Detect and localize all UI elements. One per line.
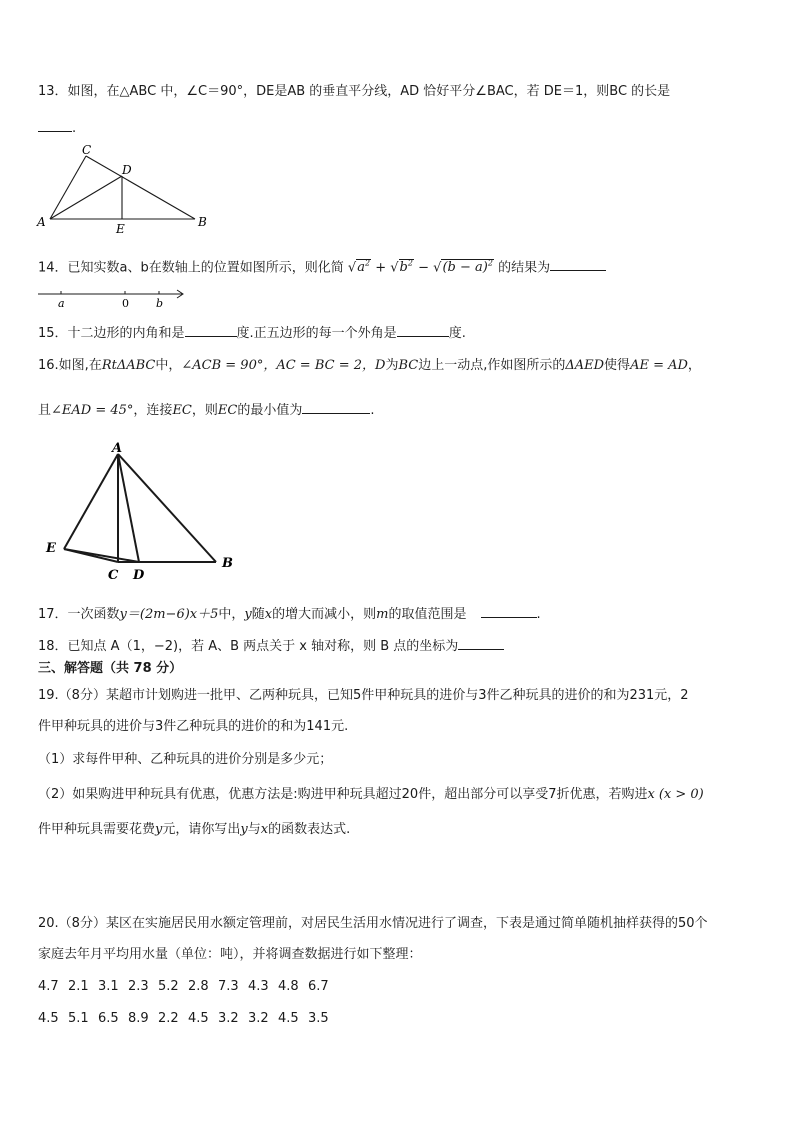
q16-p1c: 中， — [155, 358, 182, 373]
q16-p2g: 的最小值为 — [237, 403, 303, 418]
q16-text-line-2 — [38, 399, 374, 420]
q19-y2: y — [240, 822, 248, 837]
q19-line-4 — [38, 786, 704, 804]
q17-x: x — [264, 607, 273, 622]
q19-sub-2: （2）如果购进甲种玩具有优惠，优惠方法是:购进甲种玩具超过20件，超出部分可以享受7折优惠，若购进 — [38, 787, 648, 802]
q16-ae-ad: AE = AD — [630, 358, 688, 373]
q16-rt-triangle: RtΔABC — [101, 358, 156, 373]
q16-label-d: D — [133, 568, 145, 583]
q20-data-value: 8.9 — [128, 1011, 149, 1026]
q17-p4: 的增大而减小，则 — [272, 607, 377, 622]
q19-line-2 — [38, 718, 348, 736]
q20-data-value: 4.5 — [278, 1011, 299, 1026]
q20-data-value: 2.3 — [128, 979, 149, 994]
q20-data-value: 4.8 — [278, 979, 299, 994]
q13-label-c: C — [82, 143, 92, 157]
q17-y: y — [244, 607, 252, 622]
q20-data-row-1 — [38, 978, 338, 996]
section-title — [38, 660, 182, 678]
q19-line-5 — [38, 821, 350, 839]
q19-text-5d: 的函数表达式. — [268, 822, 351, 837]
q14-prefix: 14．已知实数a、b在数轴上的位置如图所示，则化简 — [38, 260, 344, 276]
q14-axis-a: a — [58, 297, 65, 310]
q20-data-value: 7.3 — [218, 979, 239, 994]
q14-axis-b: b — [156, 297, 164, 310]
q18-text-line — [38, 635, 504, 656]
q14-text-line — [38, 255, 606, 277]
q17-p3: 随 — [251, 607, 265, 622]
q14-sqrt-b2: $√b^2$ — [390, 259, 413, 276]
q20-data-value: 5.2 — [158, 979, 179, 994]
q13-answer-line — [38, 117, 76, 138]
q13-label-b: B — [198, 215, 207, 229]
q13-tail: . — [72, 121, 77, 136]
q19-line-1 — [38, 687, 689, 705]
q20-data-value: 2.1 — [68, 979, 89, 994]
q20-text-2: 家庭去年月平均用水量（单位：吨），并将调查数据进行如下整理： — [38, 947, 422, 962]
q17-p5: 的取值范围是 — [388, 607, 467, 622]
q20-line-1 — [38, 915, 708, 933]
q16-bc: BC — [398, 358, 419, 373]
q19-text-5c: 与 — [247, 822, 261, 837]
q20-data-value: 5.1 — [68, 1011, 89, 1026]
q14-number-line — [34, 286, 194, 310]
q13-label-a: A — [37, 215, 46, 229]
q16-p1k: ， — [687, 358, 701, 373]
q13-triangle-diagram — [30, 140, 220, 236]
q16-answer-blank[interactable] — [302, 399, 370, 414]
q14-answer-blank[interactable] — [550, 256, 606, 271]
q20-data-value: 2.8 — [188, 979, 209, 994]
q17-tail: . — [536, 607, 541, 622]
q14-suffix: 的结果为 — [498, 260, 551, 276]
q20-data-value: 2.2 — [158, 1011, 179, 1026]
q20-data-value: 3.1 — [98, 979, 119, 994]
q16-p2h: . — [370, 403, 375, 418]
q19-x2: x — [260, 822, 269, 837]
q18-question: 18．已知点 A（1，−2)，若 A、B 两点关于 x 轴对称，则 B 点的坐标为 — [38, 639, 459, 654]
q20-data-value: 3.2 — [248, 1011, 269, 1026]
q20-data-value: 3.2 — [218, 1011, 239, 1026]
q20-data-value: 4.5 — [188, 1011, 209, 1026]
q17-text-line — [38, 603, 541, 624]
q16-label-c: C — [108, 568, 119, 583]
q17-answer-blank[interactable] — [481, 603, 537, 618]
q13-label-d: D — [122, 163, 132, 177]
q20-data-value: 3.5 — [308, 1011, 329, 1026]
q16-label-b: B — [222, 556, 233, 571]
q14-sqrt-a2: $√a^2$ — [347, 259, 371, 276]
q20-text-1: 20.（8分）某区在实施居民用水额定管理前，对居民生活用水情况进行了调查，下表是通过简单随机抽样获得的50个 — [38, 916, 708, 931]
q19-x: x — [647, 787, 655, 802]
q15-blank-1[interactable] — [185, 322, 237, 337]
q16-label-a: A — [112, 441, 123, 456]
q19-line-3 — [38, 751, 332, 769]
q16-p2c: ，连接 — [133, 403, 173, 418]
q19-sub-1: （1）求每件甲种、乙种玩具的进价分别是多少元； — [38, 752, 333, 767]
q19-condition: (x > 0) — [658, 787, 704, 802]
q15-part2: 度.正五边形的每一个外角是 — [236, 326, 397, 341]
q20-data-value: 6.5 — [98, 1011, 119, 1026]
q19-text-5a: 件甲种玩具需要花费 — [38, 822, 156, 837]
q16-p1g: 边上一动点,作如图所示的 — [418, 358, 566, 373]
q16-p1i: 使得 — [604, 358, 631, 373]
q20-data-value: 4.3 — [248, 979, 269, 994]
q20-data-value: 4.7 — [38, 979, 59, 994]
q17-function: y＝(2m−6)x＋5 — [119, 607, 219, 622]
q20-data-value: 4.5 — [38, 1011, 59, 1026]
q13-answer-blank[interactable] — [38, 117, 72, 132]
q16-triangle-diagram — [40, 440, 240, 586]
q14-plus: + — [375, 260, 387, 276]
q16-ec-1: EC — [172, 403, 192, 418]
q16-p1a: 16.如图,在 — [38, 358, 102, 373]
q14-minus: − — [418, 260, 430, 276]
q17-m: m — [376, 607, 389, 622]
q20-data-value: 6.7 — [308, 979, 329, 994]
q16-text-line-1 — [38, 357, 701, 375]
q19-text-1: 19.（8分）某超市计划购进一批甲、乙两种玩具，已知5件甲种玩具的进价与3件乙种玩具的进价的和为231元，2 — [38, 688, 689, 703]
q20-data-row-2 — [38, 1010, 338, 1028]
q15-blank-2[interactable] — [397, 322, 449, 337]
q16-conditions: ∠ACB = 90°，AC = BC = 2，D — [181, 358, 386, 373]
q16-angle-ead: ∠EAD = 45° — [51, 403, 134, 418]
q14-axis-zero: 0 — [122, 297, 129, 310]
q16-p1e: 为 — [385, 358, 399, 373]
q13-text-line — [38, 83, 670, 101]
q17-p1: 17．一次函数 — [38, 607, 120, 622]
q16-aed: ΔAED — [565, 358, 605, 373]
q13-label-e: E — [116, 222, 125, 236]
section-title-text: 三、解答题（共 78 分） — [38, 661, 183, 676]
q15-text-line — [38, 322, 466, 343]
q16-label-e: E — [46, 541, 56, 556]
q19-y: y — [155, 822, 163, 837]
q19-text-2: 件甲种玩具的进价与3件乙种玩具的进价的和为141元. — [38, 719, 349, 734]
q20-line-2 — [38, 946, 422, 964]
q15-part3: 度. — [448, 326, 466, 341]
q14-sqrt-ba2: $√(b - a)^2$ — [433, 259, 493, 276]
q16-p2e: ，则 — [191, 403, 218, 418]
q13-question: 13．如图，在△ABC 中，∠C＝90°，DE是AB 的垂直平分线，AD 恰好平分∠BAC，若 DE＝1，则BC 的长是 — [38, 84, 671, 99]
q16-p2a: 且 — [38, 403, 52, 418]
q16-ec-2: EC — [217, 403, 238, 418]
q19-text-5b: 元，请你写出 — [162, 822, 241, 837]
q15-part1: 15．十二边形的内角和是 — [38, 326, 185, 341]
q18-answer-blank[interactable] — [458, 635, 504, 650]
q17-p2: 中， — [218, 607, 245, 622]
